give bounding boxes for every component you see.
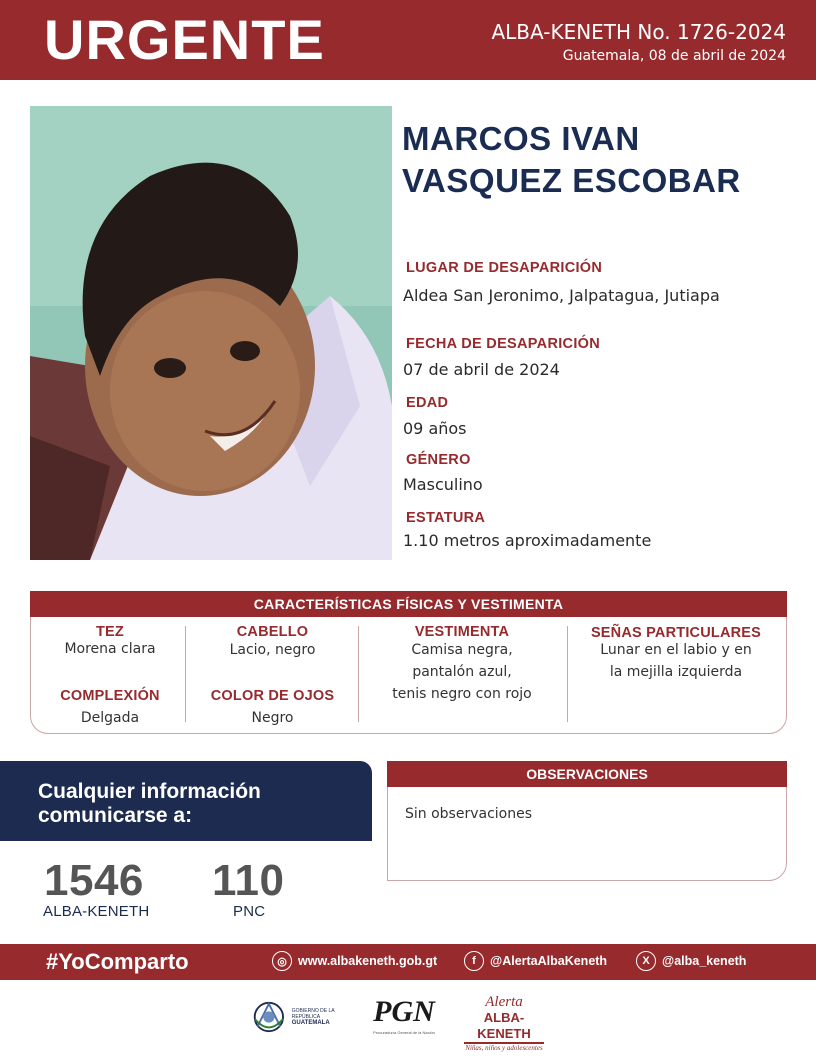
complexion-value: Delgada	[80, 710, 140, 726]
facebook-icon: f	[464, 951, 484, 971]
person-name	[402, 118, 802, 202]
vestimenta-line3: tenis negro con rojo	[392, 686, 532, 702]
vestimenta-label: VESTIMENTA	[414, 624, 510, 640]
observations-title: OBSERVACIONES	[387, 761, 787, 787]
lugar-value: Aldea San Jeronimo, Jalpatagua, Jutiapa	[403, 286, 720, 305]
case-number: ALBA-KENETH No. 1726-2024	[491, 20, 786, 44]
person-name-line1: MARCOS IVAN	[402, 120, 640, 157]
gobierno-guatemala-logo	[250, 994, 360, 1040]
genero-label: GÉNERO	[406, 452, 471, 468]
urgent-title: URGENTE	[44, 8, 325, 71]
alba-keneth-logo	[464, 994, 544, 1052]
coat-of-arms-icon	[250, 997, 288, 1037]
pgn-text: PGN	[373, 995, 435, 1028]
person-name-line2: VASQUEZ ESCOBAR	[402, 162, 741, 199]
divider	[358, 626, 359, 722]
gov-line1: GOBIERNO DE LA REPÚBLICA	[291, 1008, 335, 1020]
lugar-label: LUGAR DE DESAPARICIÓN	[406, 260, 603, 276]
facebook-text: @AlertaAlbaKeneth	[490, 954, 608, 968]
hashtag: #YoComparto	[46, 949, 189, 974]
senas-line1: Lunar en el labio y en	[600, 642, 752, 658]
case-date: Guatemala, 08 de abril de 2024	[562, 48, 786, 64]
divider	[185, 626, 186, 722]
tez-label: TEZ	[96, 624, 124, 640]
x-icon: X	[636, 951, 656, 971]
missing-person-photo	[30, 106, 392, 560]
contact-line2: comunicarse a:	[38, 804, 193, 827]
alerta-text: Alerta	[485, 994, 523, 1010]
estatura-value: 1.10 metros aproximadamente	[403, 531, 652, 550]
facebook-link[interactable]	[464, 951, 607, 971]
vestimenta-line1: Camisa negra,	[411, 642, 513, 658]
gov-line2: GUATEMALA	[291, 1020, 330, 1026]
alba-keneth-text: ALBA-KENETH	[464, 1010, 544, 1044]
cabello-label: CABELLO	[236, 624, 309, 640]
observations-text: Sin observaciones	[405, 806, 533, 822]
cabello-value: Lacio, negro	[229, 642, 316, 658]
tez-value: Morena clara	[64, 641, 156, 657]
phone-pnc-label: PNC	[233, 903, 266, 920]
contact-line1: Cualquier información	[38, 780, 261, 803]
complexion-label: COMPLEXIÓN	[60, 688, 160, 704]
divider	[567, 626, 568, 722]
phone-alba-keneth: 1546	[44, 856, 144, 905]
senas-label: SEÑAS PARTICULARES	[590, 625, 762, 641]
phone-pnc: 110	[212, 856, 285, 905]
genero-value: Masculino	[403, 475, 483, 494]
characteristics-title: CARACTERÍSTICAS FÍSICAS Y VESTIMENTA	[30, 591, 787, 617]
website-text: www.albakeneth.gob.gt	[298, 954, 438, 968]
fecha-value: 07 de abril de 2024	[403, 360, 560, 379]
x-link[interactable]	[636, 951, 746, 971]
globe-icon: ◎	[272, 951, 292, 971]
ojos-value: Negro	[251, 710, 294, 726]
fecha-label: FECHA DE DESAPARICIÓN	[406, 336, 601, 352]
website-link[interactable]	[272, 951, 437, 971]
estatura-label: ESTATURA	[406, 510, 486, 526]
pgn-subtitle: Procuraduría General de la Nación	[373, 1030, 435, 1035]
phone-alba-keneth-label: ALBA-KENETH	[43, 903, 150, 920]
x-text: @alba_keneth	[662, 954, 747, 968]
edad-label: EDAD	[406, 395, 449, 411]
alba-keneth-subtitle: Niñas, niños y adolescentes	[465, 1044, 543, 1052]
contact-text	[38, 780, 358, 828]
edad-value: 09 años	[403, 419, 467, 438]
ojos-label: COLOR DE OJOS	[210, 688, 335, 704]
pgn-logo	[362, 994, 446, 1040]
vestimenta-line2: pantalón azul,	[412, 664, 512, 680]
senas-line2: la mejilla izquierda	[609, 664, 743, 680]
